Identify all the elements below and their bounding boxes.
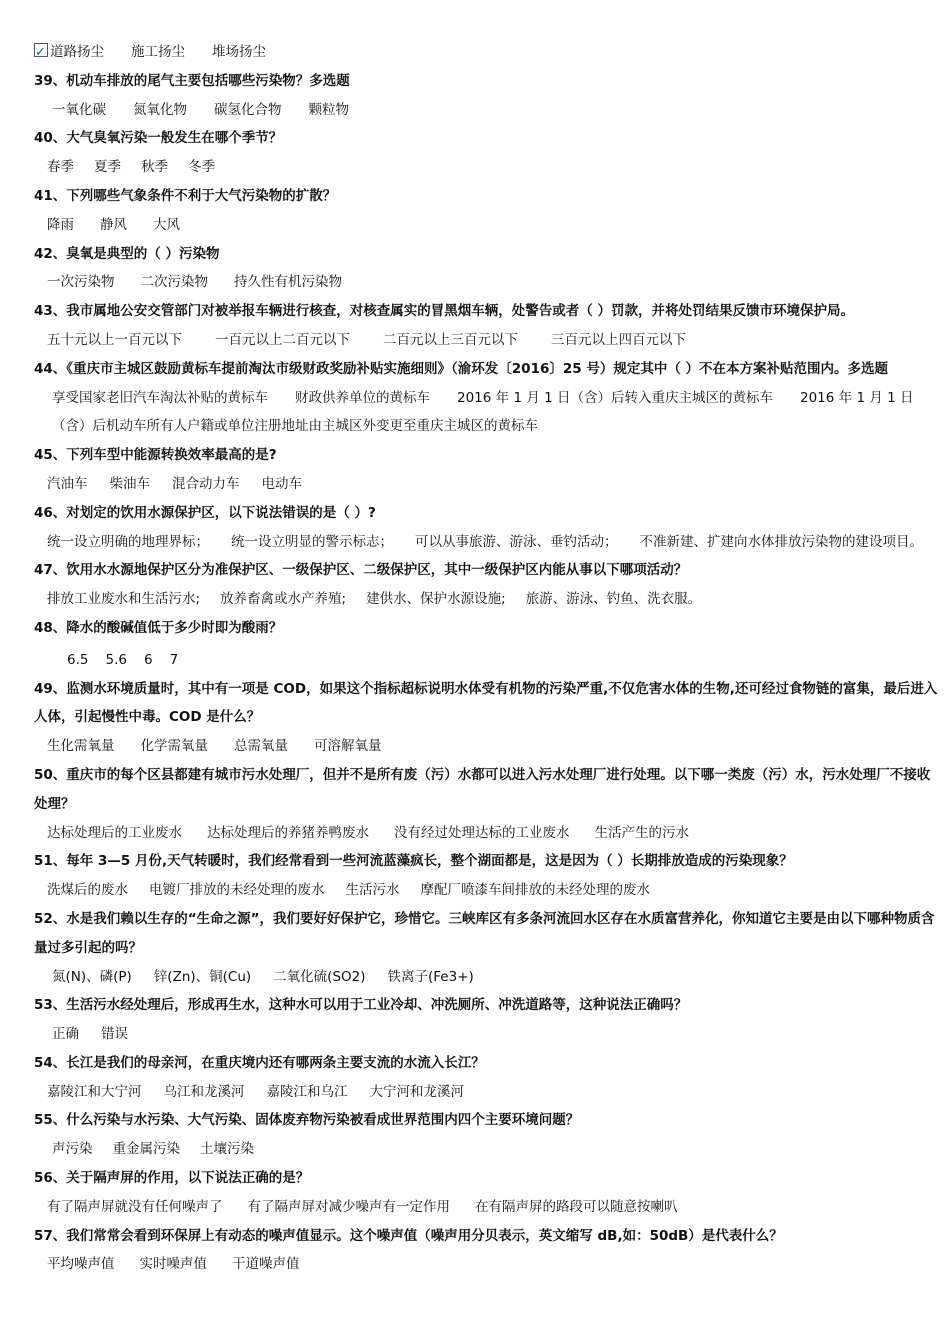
option-q49-3: 总需氧量 [234,738,288,755]
option-q39-3: 碳氢化合物 [214,101,282,118]
option-q48-3: 6 [143,651,153,668]
question-q57: 57、我们常常会看到环保屏上有动态的噪声值显示。这个噪声值（噪声用分贝表示，英文缩写 dB,如：50dB）是代表什么？ [34,1227,783,1244]
option-q45-1: 汽油车 [47,475,88,492]
question-q40: 40、大气臭氧污染一般发生在哪个季节？ [34,130,283,147]
option-q51-2: 电镀厂排放的未经处理的废水 [149,882,325,899]
question-q49: 49、监测水环境质量时，其中有一项是 COD，如果这个指标超标说明水体受有机物的污染严重,不仅危害水体的生物,还可经过食物链的富集，最后进入人体，引起慢性中毒。COD 是什么？ [34,680,938,726]
option-q42-3: 持久性有机污染物 [234,274,342,291]
question-q45: 45、下列车型中能源转换效率最高的是? [34,447,277,464]
options-q44 [34,384,940,442]
option-q46-4: 不准新建、扩建向水体排放污染物的建设项目。 [639,533,923,550]
option-q44-1: 享受国家老旧汽车淘汰补贴的黄标车 [52,389,268,406]
option-q40-2: 夏季 [94,159,121,176]
option-q42-1: 一次污染物 [47,274,115,291]
option-q51-3: 生活污水 [345,882,400,899]
option-q46-3: 可以从事旅游、游泳、垂钓活动； [415,533,618,550]
options-top [34,38,940,67]
option-q52-4: 铁离子(Fe3+) [387,968,474,985]
option-q54-2: 乌江和龙溪河 [163,1083,245,1100]
option-top-3: 堆场扬尘 [212,44,266,60]
option-q50-4: 生活产生的污水 [594,824,689,841]
option-q46-2: 统一设立明显的警示标志； [231,533,393,550]
option-q55-3: 土壤污染 [200,1141,254,1158]
option-q54-1: 嘉陵江和大宁河 [47,1083,142,1100]
option-q47-1: 排放工业废水和生活污水; [47,591,201,608]
options-q40 [34,153,940,182]
question-q50: 50、重庆市的每个区县都建有城市污水处理厂，但并不是所有废（污）水都可以进入污水处理厂进行处理。以下哪一类废（污）水，污水处理厂不接收处理？ [34,766,931,812]
options-q56 [34,1193,940,1222]
option-q51-1: 洗煤后的废水 [47,882,128,899]
option-q39-4: 颗粒物 [308,101,349,118]
question-q47: 47、饮用水水源地保护区分为准保护区、一级保护区、二级保护区，其中一级保护区内能从事以下哪项活动？ [34,562,688,579]
option-q52-3: 二氧化硫(SO2) [273,968,366,985]
option-q40-4: 冬季 [188,159,215,176]
option-q47-3: 建供水、保护水源设施; [366,591,506,608]
option-top-2: 施工扬尘 [131,44,185,60]
option-top-1: 道路扬尘 [50,44,104,60]
option-q44-2: 财政供养单位的黄标车 [295,389,430,406]
question-q43: 43、我市属地公安交管部门对被举报车辆进行核查，对核查属实的冒黑烟车辆，处警告或者（ ）罚款，并将处罚结果反馈市环境保护局。 [34,303,854,320]
option-q56-3: 在有隔声屏的路段可以随意按喇叭 [475,1198,678,1215]
option-q55-1: 声污染 [52,1141,93,1158]
options-q50 [34,819,940,848]
option-q49-4: 可溶解氧量 [314,738,382,755]
option-q57-2: 实时噪声值 [139,1256,207,1273]
option-q46-1: 统一设立明确的地理界标； [47,533,209,550]
option-q45-3: 混合动力车 [172,475,240,492]
option-q54-3: 嘉陵江和乌江 [266,1083,348,1100]
option-q50-2: 达标处理后的养猪养鸭废水 [207,824,369,841]
option-q51-4: 摩配厂喷漆车间排放的未经处理的废水 [420,882,650,899]
option-q53-1: 正确 [52,1026,79,1043]
option-q55-2: 重金属污染 [112,1141,180,1158]
options-q53 [34,1020,940,1049]
question-q56: 56、关于隔声屏的作用，以下说法正确的是？ [34,1170,310,1187]
question-q53: 53、生活污水经处理后，形成再生水，这种水可以用于工业冷却、冲洗厕所、冲洗道路等，这种说法正确吗？ [34,997,688,1014]
option-q48-1: 6.5 [67,651,89,668]
option-q48-4: 7 [169,651,179,668]
options-q54 [34,1078,940,1107]
options-q43 [34,326,940,355]
option-q47-2: 放养畜禽或水产养殖; [220,591,347,608]
option-q40-1: 春季 [47,159,74,176]
option-q42-2: 二次污染物 [140,274,208,291]
option-q56-1: 有了隔声屏就没有任何噪声了 [47,1198,223,1215]
option-q43-4: 三百元以上四百元以下 [551,331,686,348]
options-q51 [34,876,940,905]
option-q40-3: 秋季 [141,159,168,176]
question-q52: 52、水是我们赖以生存的“生命之源”，我们要好好保护它，珍惜它。三峡库区有多条河流回水区存在水质富营养化，你知道它主要是由以下哪种物质含量过多引起的吗？ [34,910,935,956]
options-q48 [34,646,940,675]
option-q52-1: 氮(N)、磷(P) [52,968,132,985]
options-q39 [34,96,940,125]
options-q49 [34,732,940,761]
options-q45 [34,470,940,499]
question-q41: 41、下列哪些气象条件不利于大气污染物的扩散？ [34,187,337,204]
checkbox-checked-icon[interactable] [34,43,48,57]
option-q49-2: 化学需氧量 [140,738,208,755]
options-q46 [34,528,940,557]
option-q47-4: 旅游、游泳、钓鱼、洗衣服。 [525,591,702,608]
question-q44: 44、《重庆市主城区鼓励黄标车提前淘汰市级财政奖励补贴实施细则》（渝环发〔2016〕25 号）规定其中（ ）不在本方案补贴范围内。多选题 [34,360,889,377]
option-q41-2: 静风 [100,216,127,233]
options-q42 [34,268,940,297]
option-q43-1: 五十元以上一百元以下 [47,331,182,348]
question-q51: 51、每年 3—5 月份,天气转暖时，我们经常看到一些河流蓝藻疯长，整个湖面都是，这是因为（ ）长期排放造成的污染现象？ [34,853,793,870]
document-page [34,38,940,1279]
option-q53-2: 错误 [101,1026,128,1043]
question-q55: 55、什么污染与水污染、大气污染、固体废弃物污染被看成世界范围内四个主要环境问题？ [34,1112,580,1129]
option-q43-3: 二百元以上三百元以下 [383,331,518,348]
options-q52 [34,963,940,992]
option-q43-2: 一百元以上二百元以下 [215,331,350,348]
options-q57 [34,1250,940,1279]
option-q50-3: 没有经过处理达标的工业废水 [394,824,570,841]
option-q44-4: 2016 年 1 月 1 日（含）后机动车所有人户籍或单位注册地址由主城区外变更至重庆主城区的黄标车 [52,389,914,435]
option-q45-4: 电动车 [261,475,302,492]
option-q50-1: 达标处理后的工业废水 [47,824,182,841]
option-q56-2: 有了隔声屏对减少噪声有一定作用 [247,1198,450,1215]
option-q49-1: 生化需氧量 [47,738,115,755]
options-q47 [34,585,940,614]
option-q39-2: 氮氧化物 [133,101,187,118]
option-q41-1: 降雨 [47,216,74,233]
option-q41-3: 大风 [153,216,180,233]
option-q52-2: 锌(Zn)、铜(Cu) [153,968,252,985]
option-q48-2: 5.6 [105,651,127,668]
options-q41 [34,211,940,240]
option-q57-1: 平均噪声值 [47,1256,115,1273]
question-q46: 46、对划定的饮用水源保护区，以下说法错误的是（ ）? [34,504,376,521]
options-q55 [34,1135,940,1164]
option-q54-4: 大宁河和龙溪河 [369,1083,464,1100]
option-q45-2: 柴油车 [109,475,150,492]
question-q42: 42、臭氧是典型的（ ）污染物 [34,245,220,262]
question-q48: 48、降水的酸碱值低于多少时即为酸雨？ [34,619,283,636]
question-q39: 39、机动车排放的尾气主要包括哪些污染物？多选题 [34,72,350,89]
question-q54: 54、长江是我们的母亲河，在重庆境内还有哪两条主要支流的水流入长江？ [34,1054,485,1071]
option-q39-1: 一氧化碳 [52,101,106,118]
option-q57-3: 干道噪声值 [232,1256,300,1273]
option-q44-3: 2016 年 1 月 1 日（含）后转入重庆主城区的黄标车 [457,389,773,406]
